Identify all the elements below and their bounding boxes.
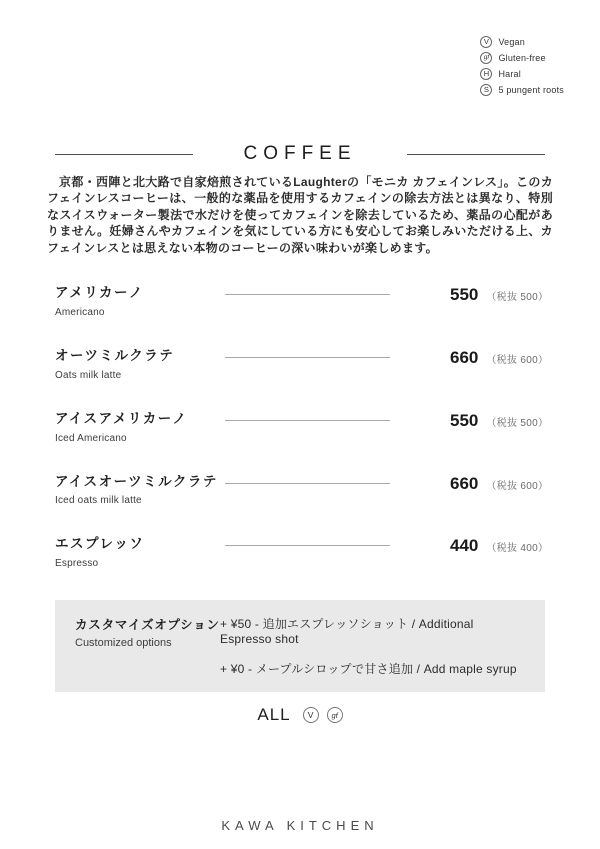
section-header bbox=[55, 143, 545, 165]
price-leader-line bbox=[225, 357, 390, 358]
item-names bbox=[55, 537, 225, 569]
price-leader-line bbox=[225, 294, 390, 295]
item-name-en: Americano bbox=[55, 306, 105, 318]
vegan-icon: V bbox=[480, 36, 492, 48]
item-names bbox=[55, 286, 225, 318]
price-leader-line bbox=[225, 420, 390, 421]
customize-options-box bbox=[55, 600, 545, 692]
legend-label: Gluten-free bbox=[498, 53, 546, 63]
tax-note: （税抜 500） bbox=[486, 292, 549, 304]
customize-option: + ¥0 - メープルシロップで甘さ追加 / Add maple syrup bbox=[220, 662, 517, 677]
menu-item-americano bbox=[0, 286, 600, 318]
price-value: 550 bbox=[450, 285, 479, 305]
all-dietary-row bbox=[0, 705, 600, 725]
item-name-ja: アイスオーツミルクラテ bbox=[55, 473, 218, 489]
tax-note: （税抜 600） bbox=[486, 354, 549, 366]
gluten-free-icon: gf bbox=[327, 707, 343, 723]
legend-item-haral bbox=[480, 68, 564, 80]
price-leader-line bbox=[225, 483, 390, 484]
gluten-free-icon: gf bbox=[480, 52, 492, 64]
description-text: 京都・西陣と北大路で自家焙煎されているLaughterの「モニカ カフェインレス」。このカフェインレスコーヒーは、一般的な薬品を使用するカフェインの除去方法とは異なり、特別なスイスウォーター製法で水だけを使ってカフェインを除去しているため、薬品の心配がありません。妊婦さんやカフェインを気にしている方にも安心してお楽しみいただける上、カフェインレスとは思えない本物のコーヒーの深い味わいが楽しめます。 bbox=[47, 175, 553, 255]
dietary-legend bbox=[480, 36, 564, 100]
item-name-ja: エスプレッソ bbox=[55, 536, 145, 552]
legend-item-gluten-free bbox=[480, 52, 564, 64]
price-value: 550 bbox=[450, 410, 479, 430]
item-names bbox=[55, 475, 225, 507]
legend-label: 5 pungent roots bbox=[498, 85, 564, 95]
price-value: 660 bbox=[450, 473, 479, 493]
customize-option-list bbox=[220, 615, 525, 677]
tax-note: （税抜 500） bbox=[486, 417, 549, 429]
header-rule-left bbox=[55, 154, 193, 155]
item-name-ja: アメリカーノ bbox=[55, 285, 144, 301]
item-name-ja: オーツミルクラテ bbox=[55, 347, 175, 363]
haral-icon: H bbox=[480, 68, 492, 80]
menu-list bbox=[0, 286, 600, 569]
page-title: COFFEE bbox=[243, 143, 357, 164]
item-name-en: Oats milk latte bbox=[55, 369, 122, 381]
price-value: 660 bbox=[450, 347, 479, 367]
item-price bbox=[450, 286, 548, 303]
item-price bbox=[450, 349, 548, 366]
customize-option: + ¥50 - 追加エスプレッソショット / Additional Espresso shot bbox=[220, 617, 474, 647]
menu-item-espresso bbox=[0, 537, 600, 569]
price-leader-line bbox=[225, 545, 390, 546]
price-value: 440 bbox=[450, 536, 479, 556]
pungent-roots-icon: S bbox=[480, 84, 492, 96]
legend-label: Vegan bbox=[498, 37, 525, 47]
item-names bbox=[55, 349, 225, 381]
all-label: ALL bbox=[257, 705, 291, 725]
legend-item-pungent-roots bbox=[480, 84, 564, 96]
menu-item-oats-milk-latte bbox=[0, 349, 600, 381]
vegan-icon: V bbox=[303, 707, 319, 723]
customize-title-ja: カスタマイズオプション bbox=[75, 618, 220, 633]
legend-label: Haral bbox=[498, 69, 521, 79]
item-price bbox=[450, 537, 548, 554]
customize-title-en: Customized options bbox=[75, 637, 172, 650]
menu-item-iced-oats-milk-latte bbox=[0, 475, 600, 507]
customize-label bbox=[75, 615, 220, 649]
item-names bbox=[55, 412, 225, 444]
item-price bbox=[450, 475, 548, 492]
tax-note: （税抜 400） bbox=[486, 543, 549, 555]
item-name-en: Espresso bbox=[55, 558, 99, 570]
header-rule-right bbox=[407, 154, 545, 155]
item-name-en: Iced oats milk latte bbox=[55, 495, 142, 507]
tax-note: （税抜 600） bbox=[486, 480, 549, 492]
item-name-en: Iced Americano bbox=[55, 432, 127, 444]
menu-item-iced-americano bbox=[0, 412, 600, 444]
item-name-ja: アイスアメリカーノ bbox=[55, 410, 188, 426]
legend-item-vegan bbox=[480, 36, 564, 48]
item-price bbox=[450, 412, 548, 429]
brand-footer: KAWA KITCHEN bbox=[221, 818, 379, 833]
